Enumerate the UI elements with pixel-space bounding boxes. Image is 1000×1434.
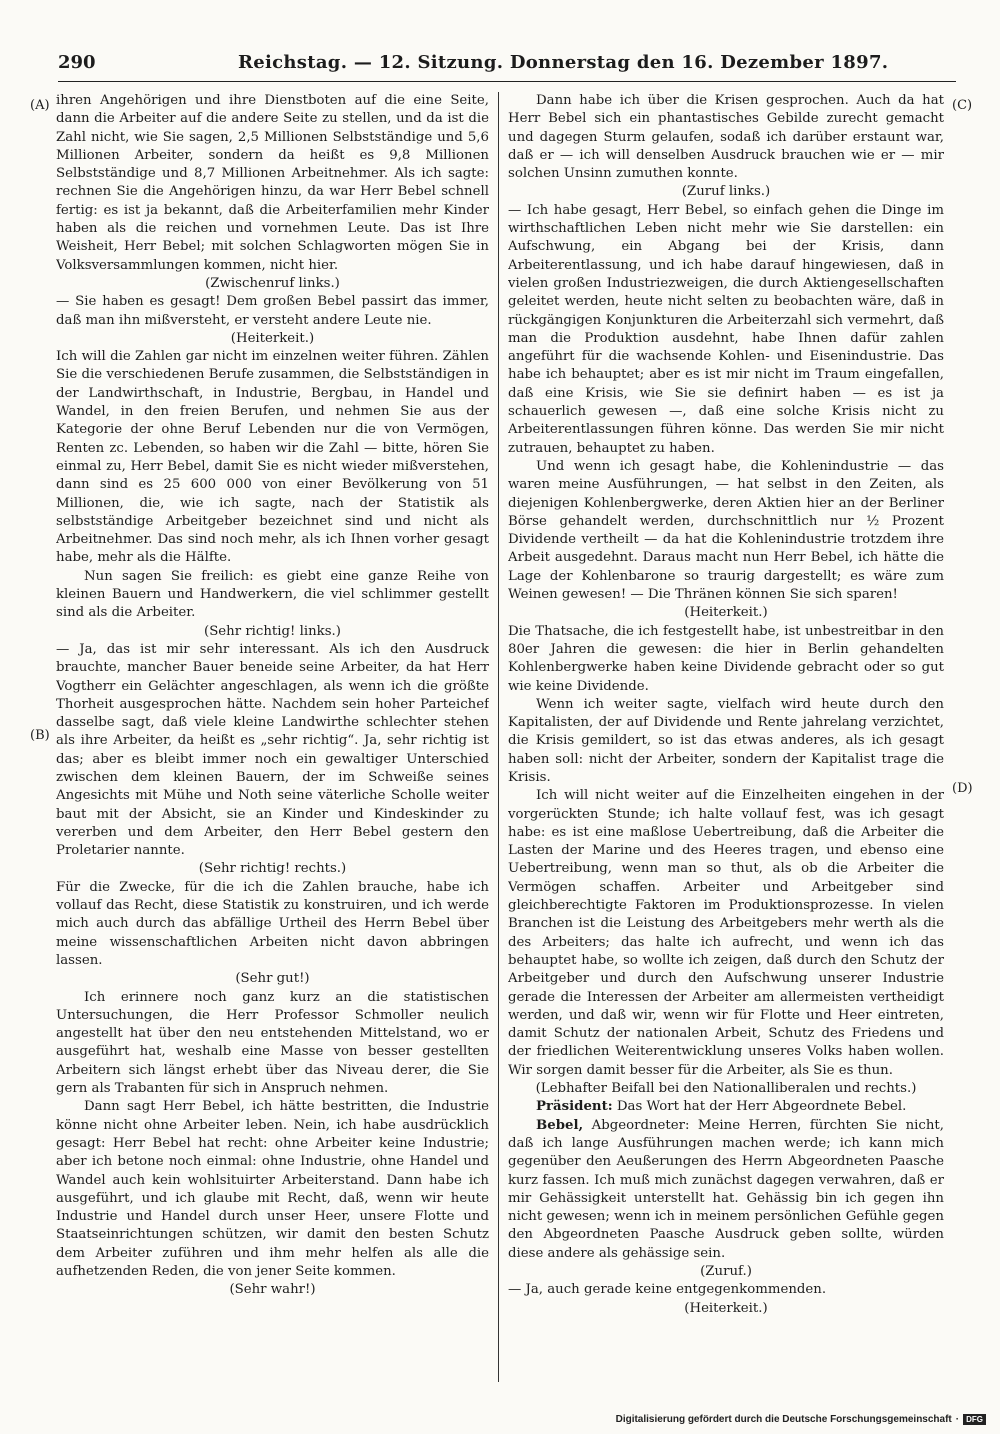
margin-marker-a: (A) [30,98,50,113]
interjection: (Heiterkeit.) [684,1300,768,1316]
interjection: (Heiterkeit.) [230,330,315,346]
right-column [508,92,944,1382]
header-rule [58,81,956,82]
footer: Digitalisierung gefördert durch die Deutsche Forschungsgemeinschaft · DFG [616,1414,986,1425]
left-column [56,92,489,1382]
running-title: Reichstag. — 12. Sitzung. Donnerstag den 16. Dezember 1897. [238,52,889,73]
page-number: 290 [58,52,96,73]
interjection: (Sehr gut!) [235,971,310,987]
body-paragraph: Und wenn ich gesagt habe, die Kohlenindustrie — das waren meine Ausführungen, — hat selbst in den Zeiten, als diejenigen Kohlenbergwerke, deren Aktien hier an der Berliner Börse gehandelt werden, durchschnittlich nur ½ Prozent Dividende vertheilt — da hat die Kohlenindustrie trotzdem ihre Arbeit ausgedehnt. Daraus macht nun Herr Bebel, ich hätte die Lage der Kohlenbarone so traurig dargestellt; es wäre zum Weinen gewesen! — Die Thränen können Sie sich sparen! [508,458,944,603]
speaker-name: Präsident: [536,1099,613,1115]
speech-text: Das Wort hat der Herr Abgeordnete Bebel. [612,1099,907,1115]
interjection: (Sehr wahr!) [229,1282,316,1298]
body-paragraph: Ich will nicht weiter auf die Einzelheiten eingehen in der vorgerückten Stunde; ich halte vollauf fest, was ich gesagt habe: es ist eine maßlose Uebertreibung, daß die Arbeiter die Lasten der Marine und des Heeres tragen, und ebenso eine Uebertreibung, wenn man so thut, als ob die Arbeiter die Vermögen schaffen. Arbeiter und Arbeitgeber sind gleichberechtigte Faktoren im Produktionsprozesse. In vielen Branchen ist die Leistung des Arbeitgebers mehr werth als die des Arbeiters; das halte ich aufrecht, und wenn ich das behauptet habe, so wollte ich zeigen, daß durch den Schutz der Arbeitgeber und durch den Aufschwung unserer Industrie gerade die Interessen der Arbeiter am allermeisten vertheidigt werden, und daß wir, wenn wir für Flotte und Heer eintreten, damit Schutz der nationalen Arbeit, Schutz des Friedens und der friedlichen Weiterentwicklung unseres Volks haben wollen. Wir sorgen damit besser für die Arbeiter, als Sie es thun. [508,788,944,1078]
speaker-name: Bebel, [536,1117,584,1133]
interjection: (Sehr richtig! rechts.) [198,861,347,877]
interjection: (Zuruf links.) [681,184,771,200]
margin-marker-d: (D) [952,781,973,796]
body-paragraph: Dann sagt Herr Bebel, ich hätte bestritten, die Industrie könne nicht ohne Arbeiter leben. Nein, ich habe ausdrücklich gesagt: Herr Bebel hat recht: ohne Arbeiter keine Industrie; aber ich betone noch einmal: ohne Industrie, ohne Handel und Wandel auch kein wohlsituirter Arbeiterstand. Dann habe ich ausgeführt, und ich glaube mit Recht, daß, wenn wir heute Industrie und Handel durch unser Heer, unsere Flotte und Staatseinrichtungen schützen, wir damit den besten Schutz dem Arbeiter zuführen und ihm mehr helfen als alle die aufhetzenden Reden, die von jener Seite kommen. [56,1099,489,1279]
body-paragraph: Dann habe ich über die Krisen gesprochen. Auch da hat Herr Bebel sich ein phantastisches Gebilde zurecht gemacht und dagegen Sturm gelaufen, sodaß ich darüber erstaunt war, daß er — ich will denselben Ausdruck brauchen wie er — mir solchen Unsinn zumuthen konnte. [508,93,944,182]
interjection: (Zuruf.) [700,1264,752,1279]
interjection: (Zwischenruf links.) [205,275,340,291]
body-paragraph: — Ja, das ist mir sehr interessant. Als ich den Ausdruck brauchte, mancher Bauer beneide seine Arbeiter, da hat Herr Vogtherr ein Gelächter angeschlagen, als wenn ich die größte Thorheit ausgesprochen hätte. Nachdem sein hoher Parteichef dasselbe sagt, daß viele kleine Landwirthe schlechter stehen als ihre Arbeiter, da heißt es „sehr richtig“. Ja, sehr richtig ist das; aber es bleibt immer noch ein gewaltiger Unterschied zwischen dem kleinen Bauern, der im Schweiße seines Angesichts mit Mühe und Noth seine väterliche Scholle weiter baut mit der Absicht, sie an Kinder und Kindeskinder zu vererben und dem Arbeiter, den Herr Bebel gestern den Proletarier nannte. [56,641,489,859]
speaker-paragraph [508,1098,944,1116]
body-paragraph: — Ja, auch gerade keine entgegenkommenden. [508,1282,827,1298]
interjection: (Sehr richtig! links.) [204,623,341,639]
body-paragraph: — Ich habe gesagt, Herr Bebel, so einfach gehen die Dinge im wirthschaftlichen Leben nicht mehr wie Sie darstellen: ein Aufschwung, ein Abgang bei der Krisis, dann Arbeiterentlassung, und ich habe darauf hingewiesen, daß in vielen großen Industriezweigen, die durch Aktiengesellschaften geleitet werden, heute nicht selten zu beobachten wäre, daß in rückgängigen Konjunkturen die Arbeiterzahl sich vermehrt, daß man die Produktion ausdehnt, habe Ihnen dafür zahlen angeführt für die wachsende Kohlen- und Eisenindustrie. Das habe ich behauptet; aber es ist mir nicht im Traum eingefallen, daß eine Krisis, wie Sie sie definirt haben — es ist ja schauerlich gewesen —, daß eine solche Krisis nicht zu Arbeiterentlassungen führen könne. Das werden Sie mir nicht zutrauen, behauptet zu haben. [508,202,944,456]
speech-text: Abgeordneter: Meine Herren, fürchten Sie nicht, daß ich lange Ausführungen machen werde; ich kann mich gegenüber den Aeußerungen des Herrn Abgeordneten Paasche kurz fassen. Ich muß mich zunächst dagegen verwahren, daß er mir Gehässigkeit unterstellt hat. Gehässig bin ich gegen ihn nicht gewesen; wenn ich in meinem persönlichen Gefühle gegen den Abgeordneten Paasche Ausdruck geben sollte, würden diese andere als gehässige sein. [508,1117,944,1261]
margin-marker-c: (C) [952,98,973,113]
page-header [58,52,956,78]
body-paragraph: Ich will die Zahlen gar nicht im einzelnen weiter führen. Zählen Sie die verschiedenen Berufe zusammen, die Selbstständigen in der Landwirthschaft, in Industrie, Bergbau, in Handel und Wandel, in den freien Berufen, und nehmen Sie aus der Kategorie der ohne Beruf Lebenden nur die von Vermögen, Renten zc. Lebenden, so haben wir die Zahl — bitte, hören Sie einmal zu, Herr Bebel, damit Sie es nicht wieder mißverstehen, dann sind es 25 600 000 von einer Bevölkerung von 51 Millionen, die, wie ich sagte, nach der Statistik als selbstständige Arbeitgeber bezeichnet sind und nicht als Arbeitnehmer. Das sind noch mehr, als ich Ihnen vorher gesagt habe, mehr als die Hälfte. [56,349,489,566]
body-paragraph: Die Thatsache, die ich festgestellt habe, ist unbestreitbar in den 80er Jahren die gewesen: die hier in Berlin gehandelten Kohlenbergwerke haben keine Dividende gebracht oder so gut wie keine Dividende. [508,623,944,694]
footer-credit: Digitalisierung gefördert durch die Deutsche Forschungsgemeinschaft [615,1414,952,1425]
body-paragraph: ihren Angehörigen und ihre Dienstboten auf die eine Seite, dann die Arbeiter auf die andere Seite zu stellen, und da ist die Zahl nicht, wie Sie sagen, 2,5 Millionen Selbstständige und 5,6 Millionen Arbeiter, sondern da heißt es 9,8 Millionen Selbstständige und 8,7 Millionen Arbeitnehmer. Als ich sagte: rechnen Sie die Angehörigen hinzu, da war Herr Bebel schnell fertig: es ist ja bekannt, daß die Arbeiterfamilien mehr Kinder haben als die reichen und vornehmen Leute. Das ist Ihre Weisheit, Herr Bebel; mit solchen Schlagworten mögen Sie in Volksversammlungen kommen, nicht hier. [56,93,489,273]
dfg-logo: DFG [963,1414,986,1425]
body-paragraph: Für die Zwecke, für die ich die Zahlen brauche, habe ich vollauf das Recht, diese Statistik zu konstruiren, und ich werde mich auch durch das abfällige Urtheil des Herrn Bebel über meine wissenschaftlichen Arbeiten nicht davon abbringen lassen. [56,879,489,968]
interjection: (Heiterkeit.) [684,605,768,621]
margin-marker-b: (B) [30,728,50,743]
speaker-paragraph [508,1117,944,1263]
body-paragraph: Ich erinnere noch ganz kurz an die statistischen Untersuchungen, die Herr Professor Schmoller neulich angestellt hat über den neu entstehenden Mittelstand, wo er ausgeführt hat, weshalb eine Masse von besser gestellten Arbeitern sich längst erhebt über das Niveau derer, die Sie gern als Trabanten für sich in Anspruch nehmen. [56,989,489,1097]
column-divider [498,92,499,1382]
interjection: (Lebhafter Beifall bei den Nationalliberalen und rechts.) [535,1081,917,1097]
body-paragraph: Wenn ich weiter sagte, vielfach wird heute durch den Kapitalisten, der auf Dividende und Rente jahrelang verzichtet, die Krisis gemildert, so ist das etwas anderes, als ich gesagt haben soll: nicht der Arbeiter, sondern der Kapitalist trage die Krisis. [508,696,944,785]
body-paragraph: — Sie haben es gesagt! Dem großen Bebel passirt das immer, daß man ihn mißversteht, er versteht andere Leute nie. [56,294,489,328]
body-paragraph: Nun sagen Sie freilich: es giebt eine ganze Reihe von kleinen Bauern und Handwerkern, die viel schlimmer gestellt sind als die Arbeiter. [56,568,489,621]
